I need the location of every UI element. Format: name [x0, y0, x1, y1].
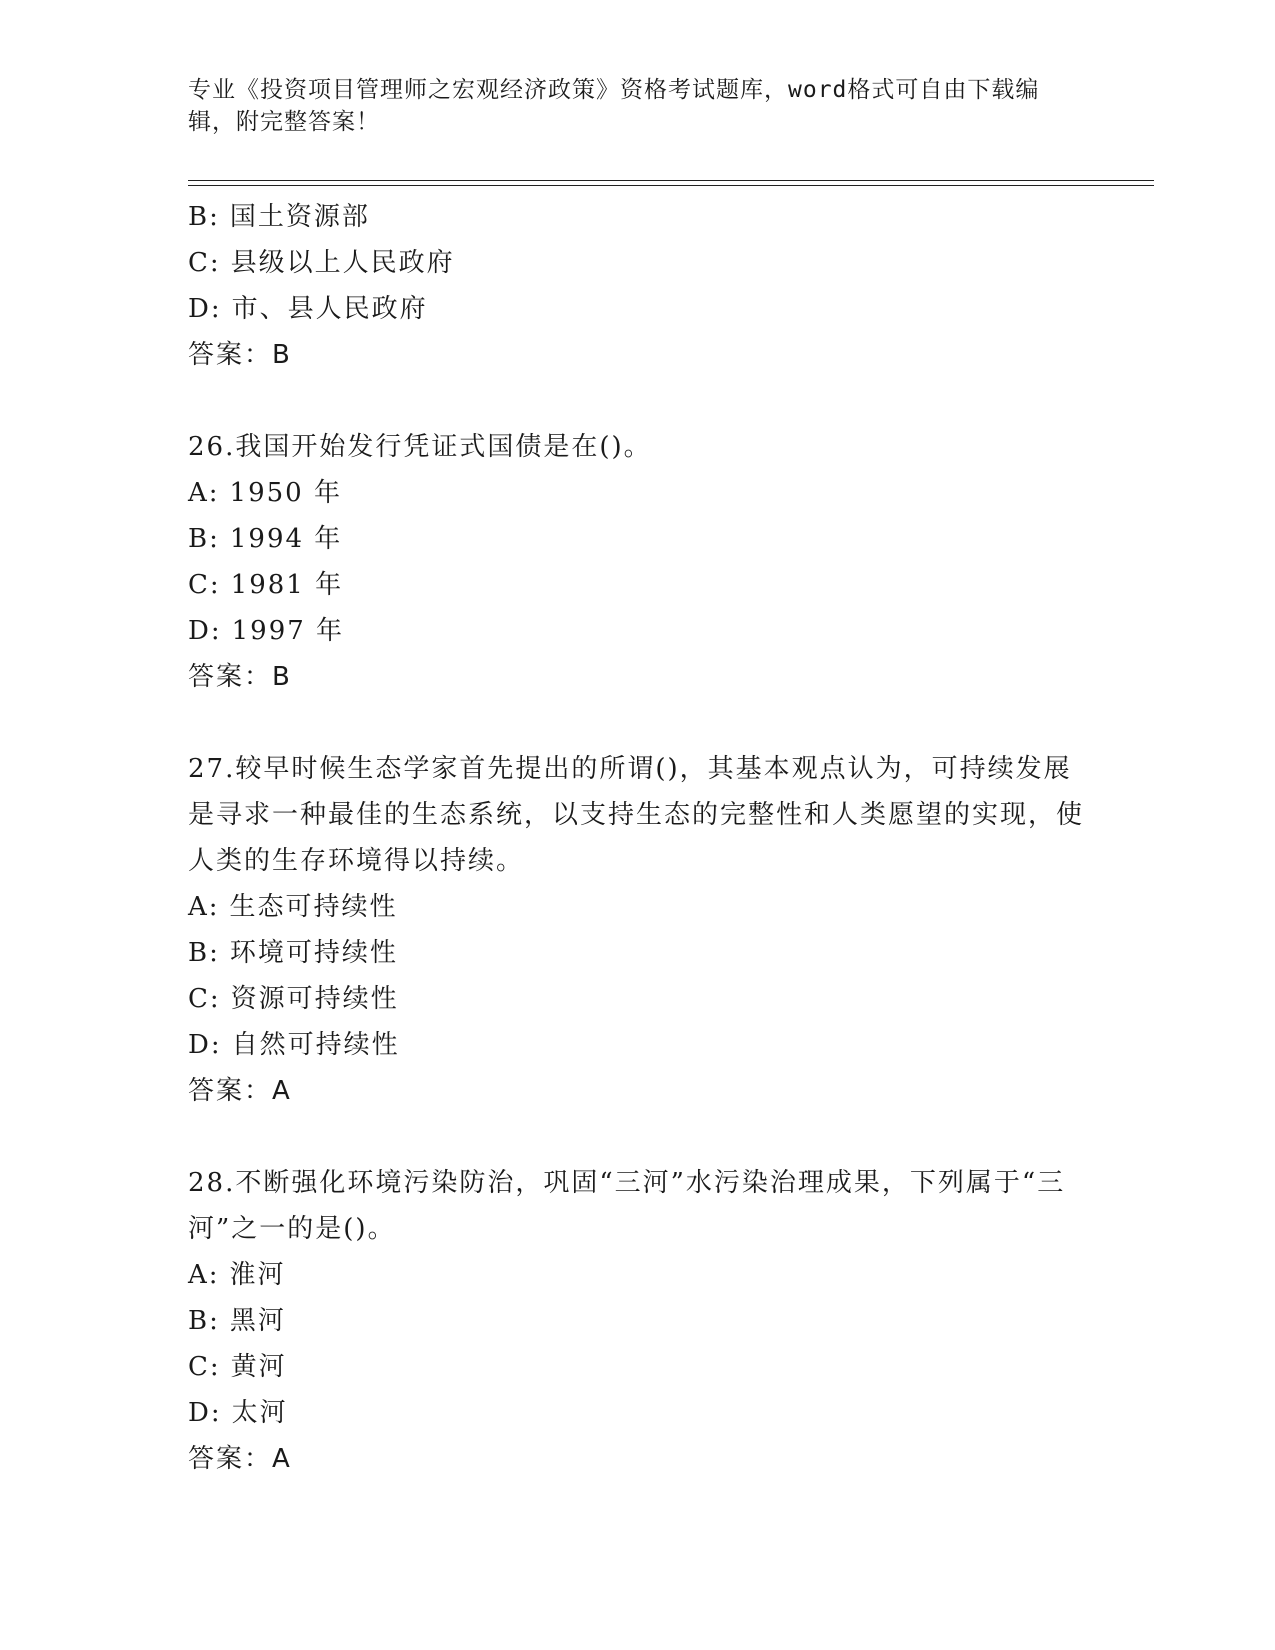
option-a: A: 淮河	[188, 1260, 286, 1290]
header-rule-bottom	[188, 185, 1154, 186]
answer-line: 答案：A	[188, 1444, 292, 1474]
header-rule-top	[188, 180, 1154, 181]
option-a: A: 1950 年	[188, 478, 342, 508]
option-b: B: 国土资源部	[188, 202, 370, 232]
answer-line: 答案：B	[188, 662, 292, 692]
option-c: C: 县级以上人民政府	[188, 248, 455, 278]
question-stem: 28.不断强化环境污染防治，巩固“三河”水污染治理成果，下列属于“三河”之一的是()。	[188, 1168, 1066, 1244]
question-25-tail	[188, 194, 1088, 378]
option-d: D: 市、县人民政府	[188, 294, 428, 324]
answer-line: 答案：A	[188, 1076, 292, 1106]
question-27	[188, 746, 1088, 1114]
question-stem: 26.我国开始发行凭证式国债是在()。	[188, 432, 652, 462]
question-stem: 27.较早时候生态学家首先提出的所谓()，其基本观点认为，可持续发展是寻求一种最佳的生态系统，以支持生态的完整性和人类愿望的实现，使人类的生存环境得以持续。	[188, 754, 1085, 876]
option-a: A: 生态可持续性	[188, 892, 398, 922]
question-list	[188, 194, 1088, 1482]
answer-line: 答案：B	[188, 340, 292, 370]
question-28	[188, 1160, 1088, 1482]
option-c: C: 1981 年	[188, 570, 344, 600]
document-header: 专业《投资项目管理师之宏观经济政策》资格考试题库，word格式可自由下载编辑，附完整答案！	[188, 77, 1040, 135]
option-b: B: 黑河	[188, 1306, 286, 1336]
option-d: D: 太河	[188, 1398, 288, 1428]
option-b: B: 环境可持续性	[188, 938, 398, 968]
option-c: C: 资源可持续性	[188, 984, 399, 1014]
question-26	[188, 424, 1088, 700]
option-c: C: 黄河	[188, 1352, 287, 1382]
option-d: D: 自然可持续性	[188, 1030, 400, 1060]
option-b: B: 1994 年	[188, 524, 343, 554]
option-d: D: 1997 年	[188, 616, 345, 646]
